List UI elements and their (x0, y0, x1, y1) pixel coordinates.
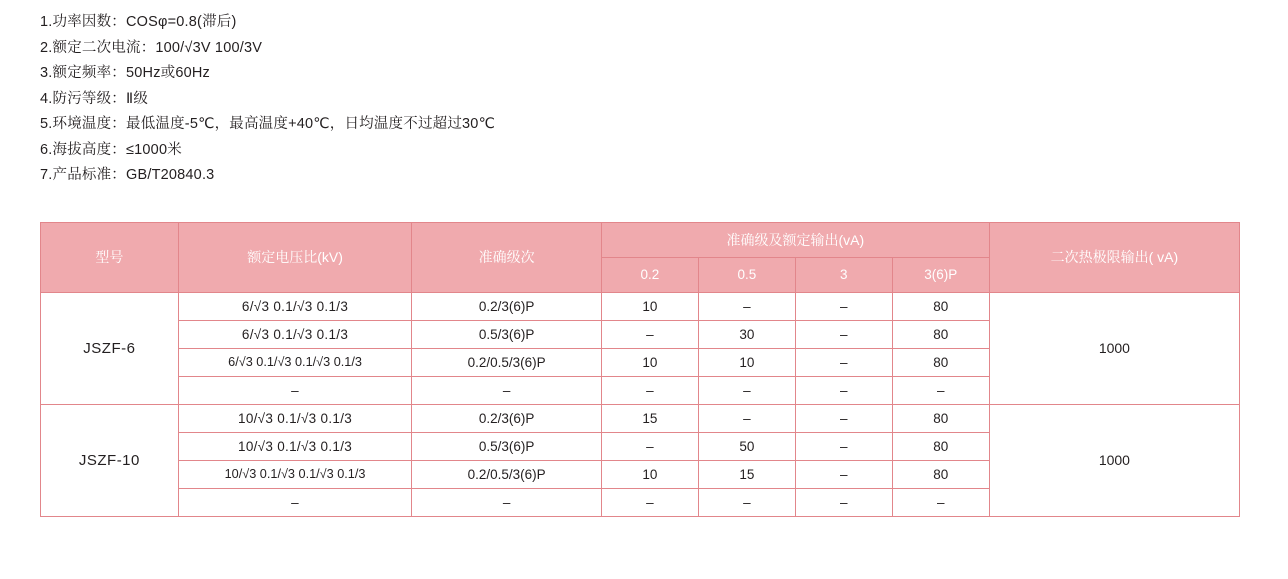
cell-output-3-6p: 80 (892, 292, 989, 320)
cell-output-3-6p: – (892, 488, 989, 516)
header-accuracy-class: 准确级次 (412, 222, 602, 292)
cell-voltage-ratio: 6/√3 0.1/√3 0.1/3 (178, 292, 412, 320)
cell-output-3-6p: 80 (892, 460, 989, 488)
parameter-table-wrapper (40, 222, 1240, 517)
cell-voltage-ratio: 10/√3 0.1/√3 0.1/3 (178, 404, 412, 432)
cell-model: JSZF-10 (41, 404, 179, 516)
cell-output-0-2: 10 (601, 460, 698, 488)
cell-voltage-ratio: 10/√3 0.1/√3 0.1/√3 0.1/3 (178, 460, 412, 488)
header-output-0-2: 0.2 (601, 257, 698, 292)
spec-item-5: 5.环境温度：最低温度-5℃，最高温度+40℃，日均温度不过超过30℃ (40, 116, 496, 132)
header-model: 型号 (41, 222, 179, 292)
cell-voltage-ratio: 6/√3 0.1/√3 0.1/√3 0.1/3 (178, 348, 412, 376)
cell-accuracy: – (412, 488, 602, 516)
cell-output-0-2: – (601, 488, 698, 516)
cell-output-0-2: 10 (601, 348, 698, 376)
cell-output-3: – (795, 292, 892, 320)
cell-voltage-ratio: 10/√3 0.1/√3 0.1/3 (178, 432, 412, 460)
cell-voltage-ratio: – (178, 376, 412, 404)
cell-voltage-ratio: 6/√3 0.1/√3 0.1/3 (178, 320, 412, 348)
cell-thermal-output: 1000 (989, 404, 1239, 516)
table-row (41, 292, 1240, 320)
cell-output-0-2: – (601, 376, 698, 404)
parameter-table (40, 222, 1240, 517)
cell-accuracy: – (412, 376, 602, 404)
cell-output-0-5: – (698, 376, 795, 404)
cell-output-0-2: 15 (601, 404, 698, 432)
cell-output-3: – (795, 348, 892, 376)
cell-output-0-2: – (601, 432, 698, 460)
cell-output-3-6p: 80 (892, 432, 989, 460)
cell-output-3-6p: 80 (892, 320, 989, 348)
spec-item-4: 4.防污等级：Ⅱ级 (40, 90, 149, 107)
cell-output-3: – (795, 488, 892, 516)
spec-item-6: 6.海拔高度：≤1000米 (40, 141, 182, 158)
cell-output-0-5: 30 (698, 320, 795, 348)
cell-output-0-5: – (698, 292, 795, 320)
cell-output-0-5: – (698, 404, 795, 432)
table-head (41, 222, 1240, 292)
header-output-0-5: 0.5 (698, 257, 795, 292)
cell-accuracy: 0.2/0.5/3(6)P (412, 348, 602, 376)
table-row (41, 404, 1240, 432)
cell-output-3: – (795, 376, 892, 404)
cell-output-3-6p: 80 (892, 404, 989, 432)
header-thermal-limit-output: 二次热极限输出( vA) (989, 222, 1239, 292)
spec-item-1: 1.功率因数：COSφ=0.8(滞后) (40, 14, 237, 30)
table-header-row-1 (41, 222, 1240, 257)
cell-output-3-6p: – (892, 376, 989, 404)
cell-accuracy: 0.5/3(6)P (412, 432, 602, 460)
spec-item-2: 2.额定二次电流：100/√3V 100/3V (40, 39, 263, 56)
cell-output-3-6p: 80 (892, 348, 989, 376)
header-output-group: 准确级及额定输出(vA) (601, 222, 989, 257)
cell-accuracy: 0.5/3(6)P (412, 320, 602, 348)
specification-list (40, 10, 1288, 189)
cell-model: JSZF-6 (41, 292, 179, 404)
cell-accuracy: 0.2/3(6)P (412, 404, 602, 432)
cell-thermal-output: 1000 (989, 292, 1239, 404)
cell-output-3: – (795, 432, 892, 460)
cell-output-3: – (795, 460, 892, 488)
cell-output-0-2: 10 (601, 292, 698, 320)
spec-item-3: 3.额定频率：50Hz或60Hz (40, 65, 210, 81)
cell-output-3: – (795, 404, 892, 432)
cell-accuracy: 0.2/3(6)P (412, 292, 602, 320)
cell-voltage-ratio: – (178, 488, 412, 516)
cell-output-0-5: – (698, 488, 795, 516)
table-body (41, 292, 1240, 516)
cell-output-3: – (795, 320, 892, 348)
cell-output-0-2: – (601, 320, 698, 348)
spec-item-7: 7.产品标准：GB/T20840.3 (40, 167, 215, 183)
cell-accuracy: 0.2/0.5/3(6)P (412, 460, 602, 488)
cell-output-0-5: 50 (698, 432, 795, 460)
header-voltage-ratio: 额定电压比(kV) (178, 222, 412, 292)
cell-output-0-5: 10 (698, 348, 795, 376)
header-output-3: 3 (795, 257, 892, 292)
header-output-3-6p: 3(6)P (892, 257, 989, 292)
cell-output-0-5: 15 (698, 460, 795, 488)
